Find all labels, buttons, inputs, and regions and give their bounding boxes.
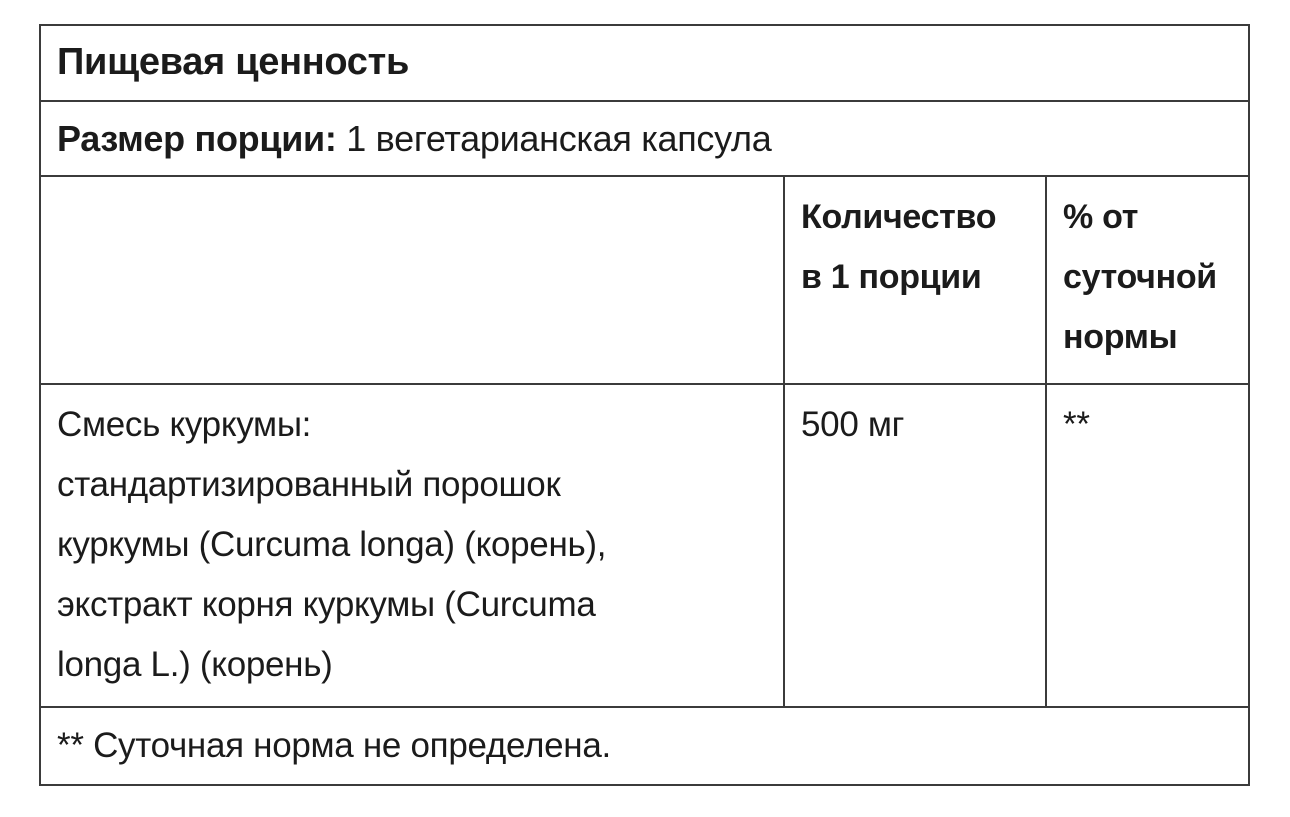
ingredient-name-line: куркумы (Curcuma longa) (корень), [57,525,607,564]
ingredient-name-line: Смесь куркумы: [57,405,312,444]
ingredient-row [40,384,1249,707]
table-title: Пищевая ценность [40,25,1249,101]
column-header-row [40,176,1249,384]
serving-size-row [40,101,1249,176]
daily-value-header-line: суточной [1063,258,1217,296]
ingredient-name-line: стандартизированный порошок [57,465,561,504]
ingredient-amount-cell: 500 мг [784,384,1046,707]
amount-header-line: Количество [801,198,997,236]
amount-header-cell [784,176,1046,384]
ingredient-name-line: экстракт корня куркумы (Curcuma [57,585,596,624]
footnote-cell: ** Суточная норма не определена. [40,707,1249,785]
daily-value-header-line: % от [1063,198,1139,236]
daily-value-header-cell [1046,176,1249,384]
daily-value-header-line: нормы [1063,318,1178,356]
ingredient-daily-value-cell: ** [1046,384,1249,707]
ingredient-name-line: longa L.) (корень) [57,645,333,684]
footnote-row [40,707,1249,785]
amount-header-line: в 1 порции [801,258,982,296]
ingredient-name-cell [40,384,784,707]
serving-size-label: Размер порции: [57,117,337,159]
supplement-facts-table [39,24,1250,786]
empty-header-cell [40,176,784,384]
serving-size-cell [40,101,1249,176]
title-row [40,25,1249,101]
serving-size-value: 1 вегетарианская капсула [336,117,772,159]
